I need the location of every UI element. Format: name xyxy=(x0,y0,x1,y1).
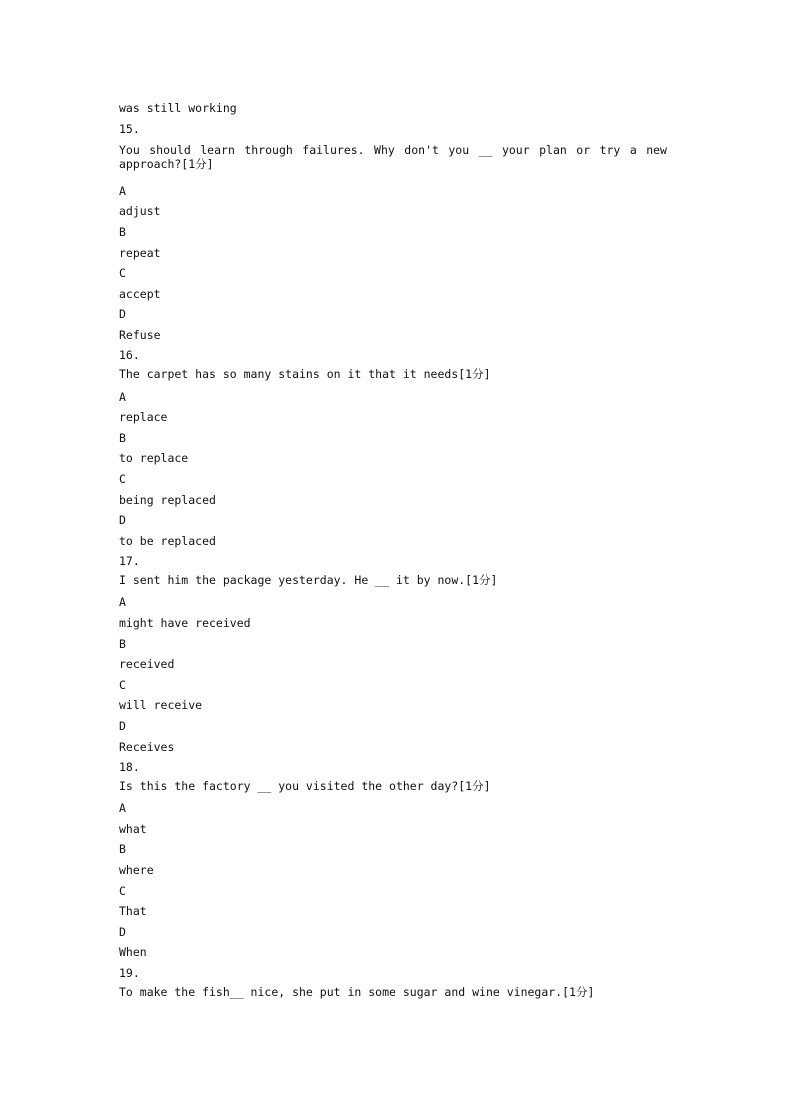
question-text: The carpet has so many stains on it that it needs[1分] xyxy=(119,367,491,381)
option-letter: B xyxy=(119,842,126,856)
option-letter: A xyxy=(119,801,126,815)
question-text: You should learn through failures. Why don't you __ your plan or try a new approach?[1分] xyxy=(119,143,667,171)
question-number: 19. xyxy=(119,966,140,980)
option-text: where xyxy=(119,863,154,877)
option-text: When xyxy=(119,945,147,959)
option-letter: C xyxy=(119,884,126,898)
option-letter: D xyxy=(119,307,126,321)
option-text: adjust xyxy=(119,204,161,218)
option-text: was still working xyxy=(119,101,237,115)
option-text: Receives xyxy=(119,740,175,754)
option-letter: B xyxy=(119,431,126,445)
option-text: will receive xyxy=(119,698,203,712)
option-letter: D xyxy=(119,513,126,527)
option-text: might have received xyxy=(119,616,251,630)
question-number: 17. xyxy=(119,554,140,568)
question-text: I sent him the package yesterday. He __ it by now.[1分] xyxy=(119,573,498,587)
option-text: That xyxy=(119,904,147,918)
option-text: to be replaced xyxy=(119,534,216,548)
option-letter: C xyxy=(119,266,126,280)
option-letter: B xyxy=(119,637,126,651)
option-letter: C xyxy=(119,678,126,692)
option-text: what xyxy=(119,822,147,836)
option-text: accept xyxy=(119,287,161,301)
option-letter: D xyxy=(119,925,126,939)
option-letter: C xyxy=(119,472,126,486)
option-text: repeat xyxy=(119,246,161,260)
option-letter: A xyxy=(119,390,126,404)
question-number: 18. xyxy=(119,760,140,774)
question-text: To make the fish__ nice, she put in some sugar and wine vinegar.[1分] xyxy=(119,985,595,999)
question-number: 16. xyxy=(119,348,140,362)
option-letter: D xyxy=(119,719,126,733)
option-text: replace xyxy=(119,410,168,424)
option-letter: A xyxy=(119,184,126,198)
question-number: 15. xyxy=(119,122,140,136)
option-text: received xyxy=(119,657,175,671)
question-text: Is this the factory __ you visited the other day?[1分] xyxy=(119,779,491,793)
option-letter: B xyxy=(119,225,126,239)
option-text: Refuse xyxy=(119,328,161,342)
option-text: to replace xyxy=(119,451,189,465)
option-text: being replaced xyxy=(119,493,216,507)
option-letter: A xyxy=(119,595,126,609)
